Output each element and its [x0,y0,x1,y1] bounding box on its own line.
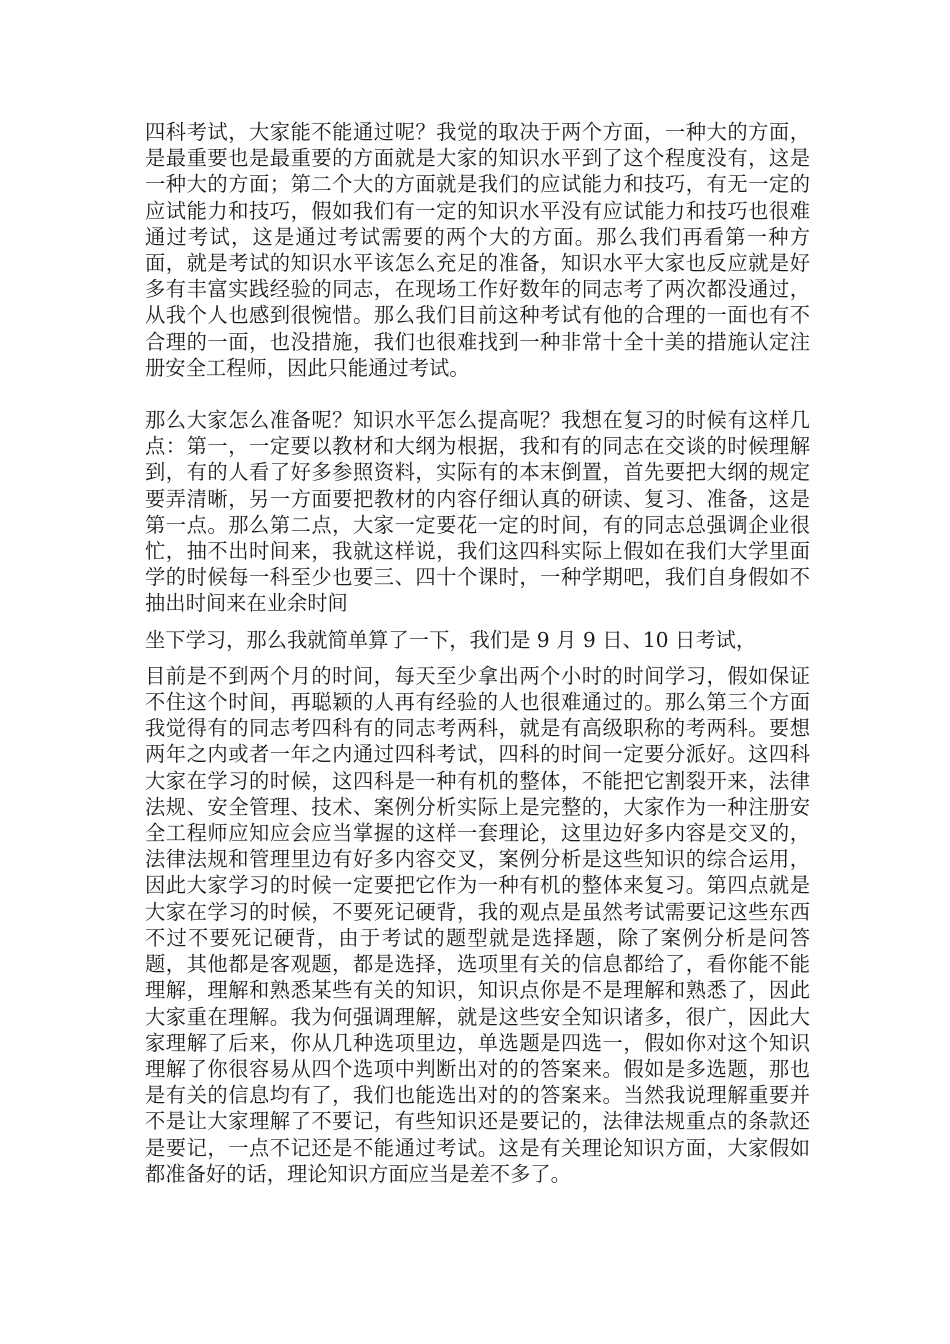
document-body [145,119,810,1187]
paragraph-1: 四科考试，大家能不能通过呢？我觉的取决于两个方面，一种大的方面，是最重要也是最重要的方面就是大家的知识水平到了这个程度没有，这是一种大的方面；第二个大的方面就是我们的应试能力和技巧，有无一定的应试能力和技巧，假如我们有一定的知识水平没有应试能力和技巧也很难通过考试，这是通过考试需要的两个大的方面。那么我们再看第一种方面，就是考试的知识水平该怎么充足的准备，知识水平大家也反应就是好多有丰富实践经验的同志，在现场工作好数年的同志考了两次都没通过，从我个人也感到很惋惜。那么我们目前这种考试有他的合理的一面也有不合理的一面，也没措施，我们也很难找到一种非常十全十美的措施认定注册安全工程师，因此只能通过考试。 [145,120,810,380]
paragraph-2: 那么大家怎么准备呢？知识水平怎么提高呢？我想在复习的时候有这样几点：第一，一定要以教材和大纲为根据，我和有的同志在交谈的时候理解到，有的人看了好多参照资料，实际有的本末倒置，首先要把大纲的规定要弄清晰，另一方面要把教材的内容仔细认真的研读、复习、准备，这是第一点。那么第二点，大家一定要花一定的时间，有的同志总强调企业很忙，抽不出时间来，我就这样说，我们这四科实际上假如在我们大学里面学的时候每一科至少也要三、四十个课时，一种学期吧，我们自身假如不抽出时间来在业余时间 [145,408,810,616]
paragraph-4: 目前是不到两个月的时间，每天至少拿出两个小时的时间学习，假如保证不住这个时间，再聪颖的人再有经验的人也很难通过的。那么第三个方面我觉得有的同志考四科有的同志考两科，就是有高级职称的考两科。要想两年之内或者一年之内通过四科考试，四科的时间一定要分派好。这四科大家在学习的时候，这四科是一种有机的整体，不能把它割裂开来，法律法规、安全管理、技术、案例分析实际上是完整的，大家作为一种注册安全工程师应知应会应当掌握的这样一套理论，这里边好多内容是交叉的，法律法规和管理里边有好多内容交叉，案例分析是这些知识的综合运用，因此大家学习的时候一定要把它作为一种有机的整体来复习。第四点就是大家在学习的时候，不要死记硬背，我的观点是虽然考试需要记这些东西不过不要死记硬背，由于考试的题型就是选择题，除了案例分析是问答题，其他都是客观题，都是选择，选项里有关的信息都给了，看你能不能理解，理解和熟悉某些有关的知识，知识点你是不是理解和熟悉了，因此大家重在理解。我为何强调理解，就是这些安全知识诸多，很广，因此大家理解了后来，你从几种选项里边，单选题是四选一，假如你对这个知识理解了你很容易从四个选项中判断出对的的答案来。假如是多选题，那也是有关的信息均有了，我们也能选出对的的答案来。当然我说理解重要并不是让大家理解了不要记，有些知识还是要记的，法律法规重点的条款还是要记，一点不记还是不能通过考试。这是有关理论知识方面，大家假如都准备好的话，理论知识方面应当是差不多了。 [145,663,810,1186]
paragraph-3: 坐下学习，那么我就简单算了一下，我们是 9 月 9 日、10 日考试， [145,627,757,652]
